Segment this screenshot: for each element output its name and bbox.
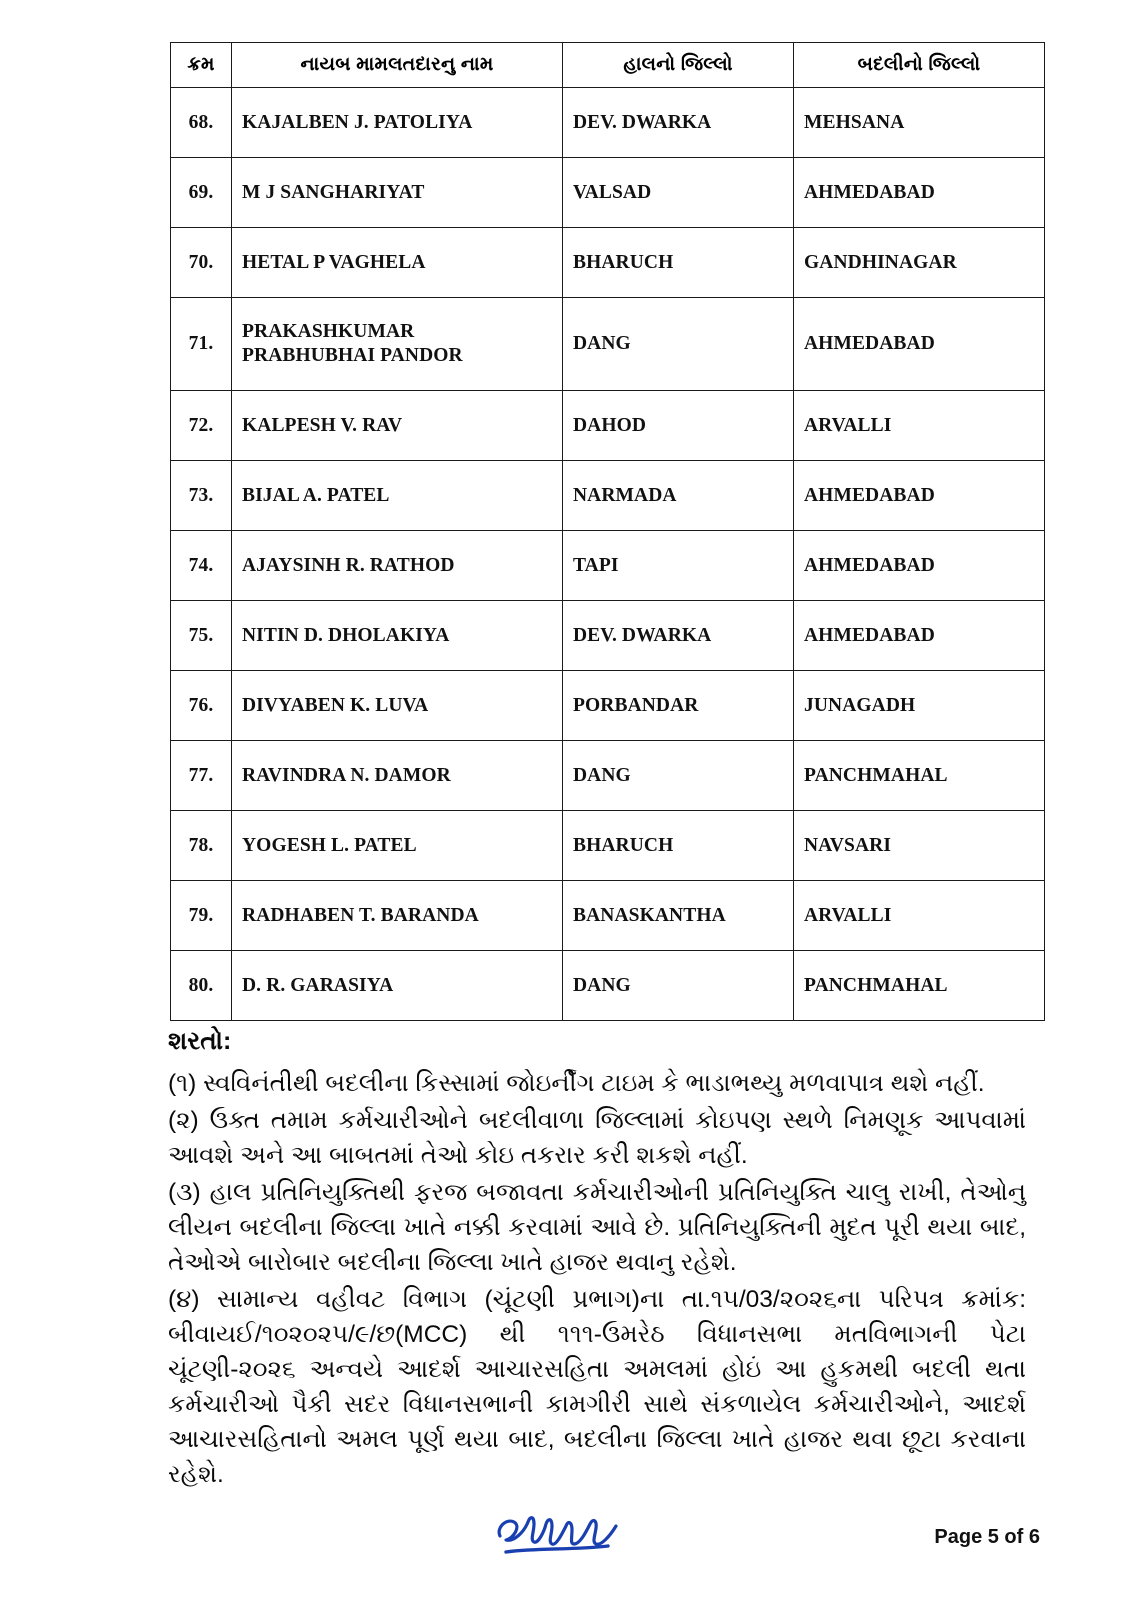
cell-sr: 75. xyxy=(171,601,232,671)
cell-from: BHARUCH xyxy=(563,811,794,881)
cell-to: JUNAGADH xyxy=(794,671,1045,741)
condition-item-2: (૨) ઉક્ત તમામ કર્મચારીઓને બદલીવાળા જિલ્લામાં કોઇપણ સ્થળે નિમણૂક આપવામાં આવશે અને આ બાબતમાં તેઓ કોઇ તકરાર કરી શકશે નહીં. xyxy=(168,1107,1026,1170)
cell-name xyxy=(232,461,563,531)
name-line-2: PRABHUBHAI PANDOR xyxy=(242,345,463,366)
table-row xyxy=(171,298,1045,391)
condition-item-4: (૪) સામાન્ય વહીવટ વિભાગ (ચૂંટણી પ્રભાગ)ના તા.૧૫/03/૨૦૨૬ના પરિપત્ર ક્રમાંક: બીવાયઈ/૧૦૨૦૨૫/૯/છ(MCC) થી ૧૧૧-ઉમરેઠ વિધાનસભા મતવિભાગની પેટા ચૂંટણી-૨૦૨૬ અન્વયે આદર્શ આચારસહિતા અમલમાં હોઇં આ હુકમથી બદલી થતા કર્મચારીઓ પૈકી સદર વિધાનસભાની કામગીરી સાથે સંકળાયેલ કર્મચારીઓને, આદર્શ આચારસહિતાનો અમલ પૂર્ણ થયા બાદ, બદલીના જિલ્લા ખાતે હાજર થવા છૂટા કરવાના રહેશે. xyxy=(168,1286,1026,1489)
cell-name xyxy=(232,158,563,228)
cell-name xyxy=(232,881,563,951)
condition-item-1: (૧) સ્વવિનંતીથી બદલીના કિસ્સામાં જોઇર્નીંગ ટાઇમ કે ભાડાભથ્યુ મળવાપાત્ર થશે નહીં. xyxy=(168,1070,985,1097)
cell-name xyxy=(232,601,563,671)
cell-name xyxy=(232,88,563,158)
column-header-name: નાયબ મામલતદારનુ નામ xyxy=(232,43,563,88)
cell-name xyxy=(232,811,563,881)
cell-sr: 74. xyxy=(171,531,232,601)
cell-to: PANCHMAHAL xyxy=(794,951,1045,1021)
cell-to: AHMEDABAD xyxy=(794,158,1045,228)
conditions-section xyxy=(168,1026,1026,1494)
cell-to: ARVALLI xyxy=(794,881,1045,951)
cell-from: DAHOD xyxy=(563,391,794,461)
cell-from: PORBANDAR xyxy=(563,671,794,741)
page-number: Page 5 of 6 xyxy=(934,1526,1040,1548)
cell-name xyxy=(232,531,563,601)
transfer-table xyxy=(170,42,1045,1021)
cell-from: DANG xyxy=(563,298,794,391)
table-header xyxy=(171,43,1045,88)
cell-name xyxy=(232,228,563,298)
cell-to: AHMEDABAD xyxy=(794,531,1045,601)
cell-to: NAVSARI xyxy=(794,811,1045,881)
cell-to: AHMEDABAD xyxy=(794,601,1045,671)
name-line-1: YOGESH L. PATEL xyxy=(242,834,417,856)
cell-sr: 70. xyxy=(171,228,232,298)
cell-from: DANG xyxy=(563,741,794,811)
page-footer xyxy=(170,1500,1040,1580)
table-row xyxy=(171,158,1045,228)
name-line-1: PRAKASHKUMAR xyxy=(242,321,415,343)
name-line-1: AJAYSINH R. RATHOD xyxy=(242,554,455,576)
name-line-1: NITIN D. DHOLAKIYA xyxy=(242,624,450,646)
table-row xyxy=(171,951,1045,1021)
cell-from: VALSAD xyxy=(563,158,794,228)
column-header-to: બદલીનો જિલ્લો xyxy=(794,43,1045,88)
name-line-1: M J SANGHARIYAT xyxy=(242,181,425,203)
cell-to: GANDHINAGAR xyxy=(794,228,1045,298)
column-header-sr: ક્રમ xyxy=(171,43,232,88)
cell-sr: 73. xyxy=(171,461,232,531)
signature-icon xyxy=(490,1502,670,1564)
cell-to: PANCHMAHAL xyxy=(794,741,1045,811)
cell-from: DEV. DWARKA xyxy=(563,88,794,158)
name-line-1: D. R. GARASIYA xyxy=(242,974,394,996)
cell-sr: 77. xyxy=(171,741,232,811)
table-row xyxy=(171,741,1045,811)
cell-from: DEV. DWARKA xyxy=(563,601,794,671)
table-row xyxy=(171,88,1045,158)
table-row xyxy=(171,671,1045,741)
conditions-heading: શરતો: xyxy=(168,1027,232,1055)
cell-from: NARMADA xyxy=(563,461,794,531)
table-row xyxy=(171,881,1045,951)
cell-from: BANASKANTHA xyxy=(563,881,794,951)
table-row xyxy=(171,391,1045,461)
cell-from: TAPI xyxy=(563,531,794,601)
cell-name xyxy=(232,741,563,811)
name-line-1: HETAL P VAGHELA xyxy=(242,251,426,273)
cell-sr: 79. xyxy=(171,881,232,951)
cell-name xyxy=(232,671,563,741)
table-row xyxy=(171,811,1045,881)
signature-mark xyxy=(490,1502,670,1564)
table-row xyxy=(171,228,1045,298)
table-row xyxy=(171,461,1045,531)
cell-name xyxy=(232,298,563,391)
cell-sr: 68. xyxy=(171,88,232,158)
name-line-1: RAVINDRA N. DAMOR xyxy=(242,764,451,786)
cell-from: DANG xyxy=(563,951,794,1021)
cell-sr: 72. xyxy=(171,391,232,461)
name-line-1: DIVYABEN K. LUVA xyxy=(242,694,429,716)
table-body xyxy=(171,88,1045,1021)
cell-sr: 80. xyxy=(171,951,232,1021)
cell-sr: 71. xyxy=(171,298,232,391)
column-header-from: હાલનો જિલ્લો xyxy=(563,43,794,88)
name-line-1: KAJALBEN J. PATOLIYA xyxy=(242,111,473,133)
cell-sr: 78. xyxy=(171,811,232,881)
name-line-1: RADHABEN T. BARANDA xyxy=(242,904,479,926)
table-row xyxy=(171,531,1045,601)
cell-to: AHMEDABAD xyxy=(794,461,1045,531)
cell-to: MEHSANA xyxy=(794,88,1045,158)
cell-sr: 69. xyxy=(171,158,232,228)
cell-from: BHARUCH xyxy=(563,228,794,298)
cell-name xyxy=(232,391,563,461)
name-line-1: KALPESH V. RAV xyxy=(242,414,403,436)
table-header-row xyxy=(171,43,1045,88)
cell-to: AHMEDABAD xyxy=(794,298,1045,391)
table-row xyxy=(171,601,1045,671)
cell-sr: 76. xyxy=(171,671,232,741)
condition-item-3: (૩) હાલ પ્રતિનિયુક્તિથી ફરજ બજાવતા કર્મચારીઓની પ્રતિનિયુક્તિ ચાલુ રાખી, તેઓનુ લીયન બદલીના જિલ્લા ખાતે નક્કી કરવામાં આવે છે. પ્રતિનિયુક્તિની મુદત પૂરી થયા બાદ, તેઓએ બારોબાર બદલીના જિલ્લા ખાતે હાજર થવાનુ રહેશે. xyxy=(168,1179,1026,1277)
name-line-1: BIJAL A. PATEL xyxy=(242,484,390,506)
cell-name xyxy=(232,951,563,1021)
cell-to: ARVALLI xyxy=(794,391,1045,461)
